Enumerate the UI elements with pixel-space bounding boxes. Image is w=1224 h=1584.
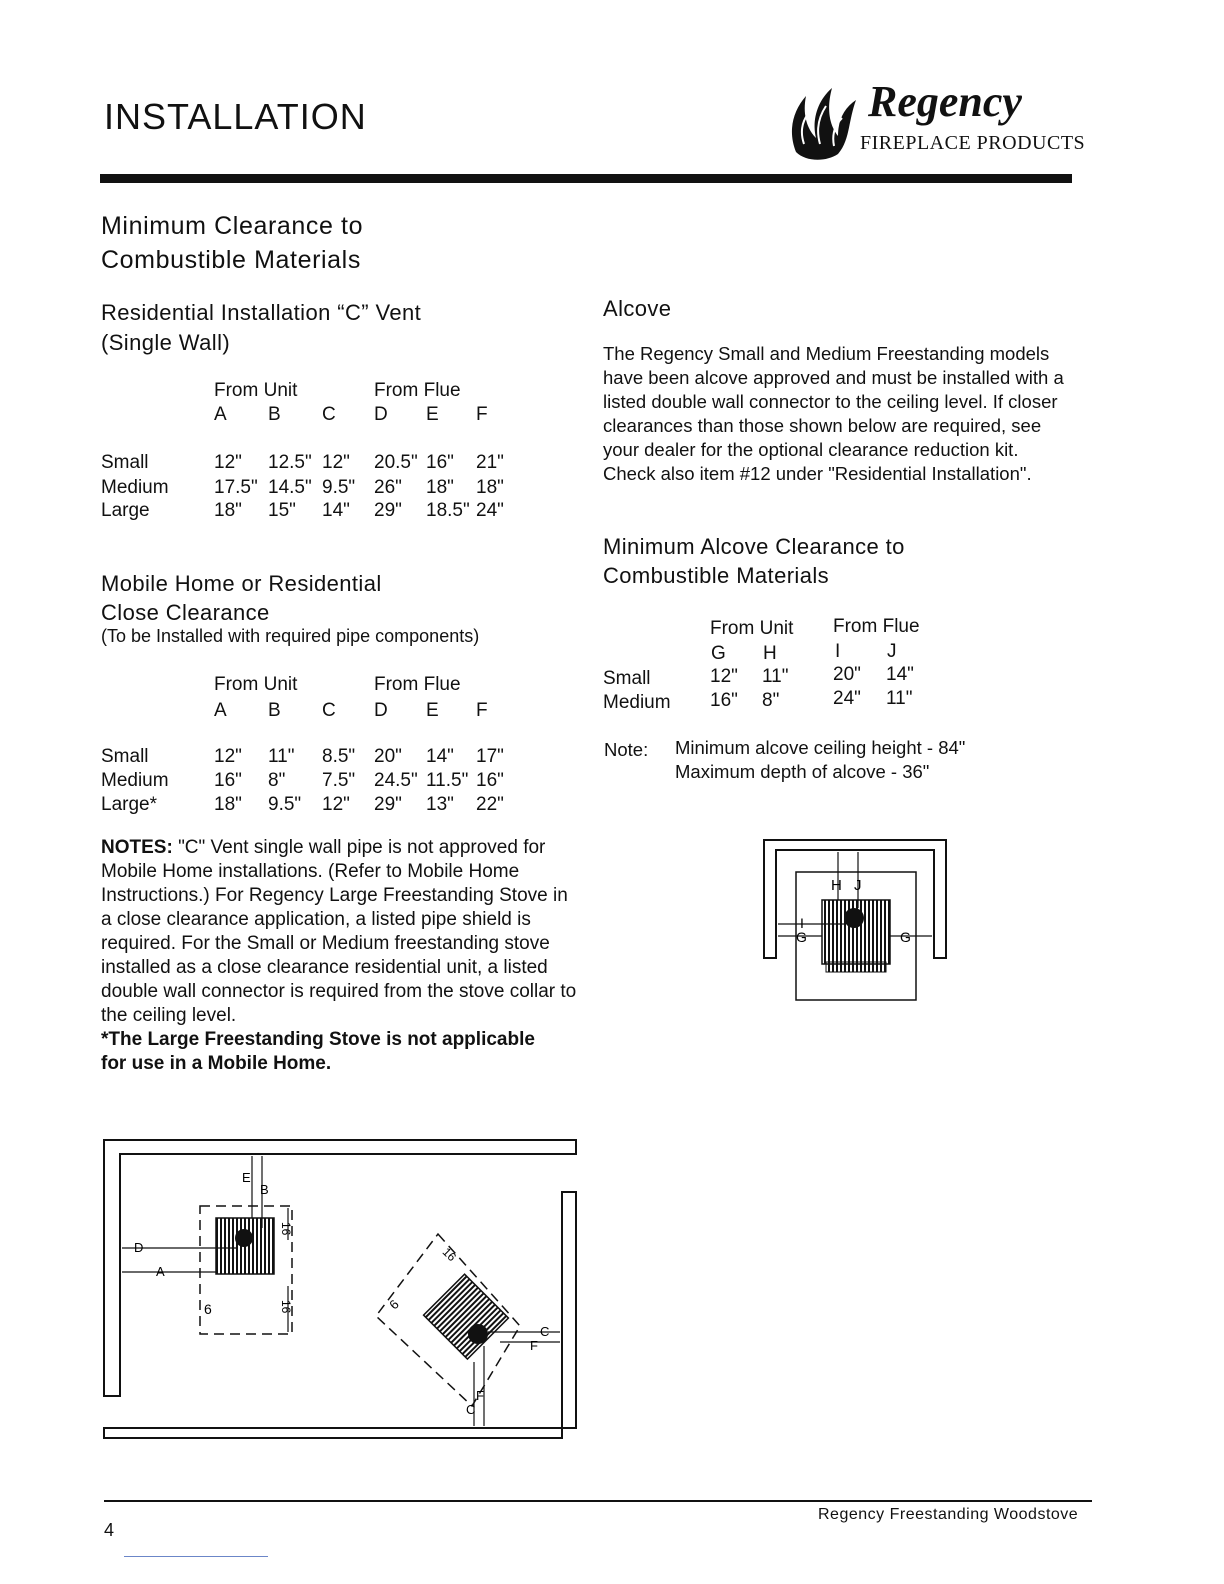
residential-cell: 15" <box>268 500 296 521</box>
residential-cell: 26" <box>374 477 402 498</box>
residential-title-line-2: (Single Wall) <box>101 330 231 355</box>
label-b: B <box>260 1182 269 1197</box>
label-six-parallel: 6 <box>204 1301 212 1317</box>
main-title-line-2: Combustible Materials <box>101 246 361 274</box>
residential-cell: 9.5" <box>322 477 356 498</box>
mobile-group-from-unit: From Unit <box>214 674 298 695</box>
mobile-row-label: Medium <box>101 770 169 791</box>
label-sixteen-top: 16 <box>279 1222 293 1236</box>
residential-cell: 18" <box>214 500 242 521</box>
label-i: I <box>800 915 804 931</box>
label-a: A <box>156 1264 165 1279</box>
brand-subtitle: FIREPLACE PRODUCTS <box>860 132 1086 154</box>
residential-col-e: E <box>426 404 439 425</box>
alcove-cell: 8" <box>762 690 780 711</box>
alcove-cell: 12" <box>710 666 738 687</box>
page-number: 4 <box>104 1520 115 1540</box>
mobile-cell: 14" <box>426 746 454 767</box>
notes-paragraph <box>101 836 583 1028</box>
residential-col-c: C <box>322 404 336 425</box>
residential-cell: 12.5" <box>268 452 312 473</box>
stove-base <box>826 962 886 972</box>
alcove-col-h: H <box>763 643 777 664</box>
mobile-col-d: D <box>374 700 388 721</box>
residential-row-label: Medium <box>101 477 169 498</box>
residential-cell: 17.5" <box>214 477 258 498</box>
stove-corner-group <box>424 1274 509 1359</box>
residential-cell: 29" <box>374 500 402 521</box>
mobile-title-line-1: Mobile Home or Residential <box>101 571 382 596</box>
alcove-cell: 14" <box>886 664 914 685</box>
alcove-group-from-flue: From Flue <box>833 616 920 637</box>
room-wall-left <box>104 1140 576 1396</box>
label-d: D <box>134 1240 144 1255</box>
mobile-cell: 29" <box>374 794 402 815</box>
alcove-cell: 11" <box>762 666 789 687</box>
flue-parallel <box>235 1229 253 1247</box>
residential-title-line-1: Residential Installation “C” Vent <box>101 300 422 325</box>
page-section-title: INSTALLATION <box>104 96 367 137</box>
mobile-cell: 13" <box>426 794 454 815</box>
alcove-cell: 24" <box>833 688 861 709</box>
mobile-cell: 16" <box>214 770 242 791</box>
alcove-cell: 11" <box>886 688 913 709</box>
notes-text: "C" Vent single wall pipe is not approved for Mobile Home installations. (Refer to Mobile Home Instructions.) For Regency Large Freestanding Stove in a close clearance application, a listed pipe shield is required. For the Small or Medium freestanding stove installed as a close clearance residential unit, a listed double wall connector is required from the stove collar to the ceiling level. <box>101 837 577 1026</box>
mobile-row-label: Large* <box>101 794 157 815</box>
alcove-note-line-1: Minimum alcove ceiling height - 84" <box>675 737 966 758</box>
alcove-row-label: Small <box>603 668 651 689</box>
residential-cell: 16" <box>426 452 454 473</box>
residential-col-b: B <box>268 404 281 425</box>
residential-cell: 21" <box>476 452 504 473</box>
footer-rule <box>104 1500 1092 1502</box>
alcove-col-g: G <box>711 643 726 664</box>
label-sixteen-corner: 16 <box>439 1244 459 1265</box>
mobile-cell: 8" <box>268 770 286 791</box>
alcove-row-label: Medium <box>603 692 671 713</box>
label-j: J <box>854 877 862 894</box>
mobile-title-line-2: Close Clearance <box>101 600 270 625</box>
mobile-col-f: F <box>476 700 488 721</box>
mobile-cell: 18" <box>214 794 242 815</box>
residential-cell: 18" <box>476 477 504 498</box>
header-rule <box>100 174 1072 183</box>
label-c-corner: C <box>540 1324 550 1339</box>
mobile-cell: 24.5" <box>374 770 418 791</box>
alcove-paragraph: The Regency Small and Medium Freestanding models have been alcove approved and must be installed with a listed double wall connector to the ceiling level. If closer clearances than those shown below are required, see your dealer for the optional clearance reduction kit. Check also item #12 under "Residential Installation". <box>603 343 1064 484</box>
notes-block <box>101 836 583 1076</box>
label-six-corner: 6 <box>386 1296 402 1313</box>
alcove-diagram <box>756 834 956 1004</box>
label-g-right: G <box>900 929 911 945</box>
label-f-corner: F <box>530 1338 538 1353</box>
residential-col-d: D <box>374 404 388 425</box>
installation-diagram <box>100 1136 582 1444</box>
residential-group-from-unit: From Unit <box>214 380 298 401</box>
mobile-cell: 12" <box>322 794 350 815</box>
flame-logo-icon <box>786 82 860 162</box>
alcove-cell: 16" <box>710 690 738 711</box>
residential-cell: 14" <box>322 500 350 521</box>
mobile-row-label: Small <box>101 746 149 767</box>
residential-cell: 24" <box>476 500 504 521</box>
mobile-col-c: C <box>322 700 336 721</box>
mobile-cell: 11.5" <box>426 770 469 791</box>
residential-row-label: Large <box>101 500 150 521</box>
residential-row-label: Small <box>101 452 149 473</box>
label-h: H <box>831 877 842 894</box>
mobile-cell: 9.5" <box>268 794 302 815</box>
min-alcove-title-line-1: Minimum Alcove Clearance to <box>603 534 905 559</box>
mobile-cell: 12" <box>214 746 242 767</box>
alcove-col-i: I <box>835 641 841 662</box>
mobile-cell: 8.5" <box>322 746 356 767</box>
residential-cell: 18" <box>426 477 454 498</box>
notes-bold-line-1: *The Large Freestanding Stove is not applicable <box>101 1029 535 1050</box>
stove-corner <box>424 1274 509 1359</box>
mobile-col-a: A <box>214 700 227 721</box>
residential-cell: 20.5" <box>374 452 418 473</box>
alcove-note-line-2: Maximum depth of alcove - 36" <box>675 761 930 782</box>
label-f-bottom: F <box>476 1388 484 1403</box>
label-sixteen-bottom: 16 <box>279 1300 293 1314</box>
mobile-cell: 20" <box>374 746 402 767</box>
residential-cell: 18.5" <box>426 500 470 521</box>
flue-collar <box>844 908 864 928</box>
mobile-cell: 17" <box>476 746 504 767</box>
residential-cell: 12" <box>214 452 242 473</box>
footer-doc-title: Regency Freestanding Woodstove <box>818 1506 1079 1523</box>
mobile-subtitle: (To be Installed with required pipe components) <box>101 626 480 646</box>
mobile-cell: 22" <box>476 794 504 815</box>
residential-cell: 12" <box>322 452 350 473</box>
residential-group-from-flue: From Flue <box>374 380 461 401</box>
mobile-cell: 16" <box>476 770 504 791</box>
label-c-bottom: C <box>466 1402 476 1417</box>
mobile-col-b: B <box>268 700 281 721</box>
alcove-note-label: Note: <box>604 739 649 760</box>
alcove-cell: 20" <box>833 664 861 685</box>
alcove-group-from-unit: From Unit <box>710 618 794 639</box>
brand-name: Regency <box>868 77 1022 126</box>
mobile-col-e: E <box>426 700 439 721</box>
flue-corner <box>468 1324 488 1344</box>
min-alcove-title-line-2: Combustible Materials <box>603 563 830 588</box>
residential-col-a: A <box>214 404 227 425</box>
mobile-cell: 7.5" <box>322 770 356 791</box>
alcove-title: Alcove <box>603 296 672 321</box>
notes-label: NOTES: <box>101 837 173 858</box>
label-g-left: G <box>796 929 807 945</box>
brand-logo <box>786 77 1086 162</box>
scan-artifact-line <box>124 1556 268 1557</box>
alcove-col-j: J <box>887 641 897 662</box>
mobile-cell: 11" <box>268 746 295 767</box>
mobile-group-from-flue: From Flue <box>374 674 461 695</box>
main-title-line-1: Minimum Clearance to <box>101 212 364 240</box>
residential-col-f: F <box>476 404 488 425</box>
notes-bold-line-2: for use in a Mobile Home. <box>101 1053 332 1074</box>
label-e: E <box>242 1170 251 1185</box>
residential-cell: 14.5" <box>268 477 312 498</box>
